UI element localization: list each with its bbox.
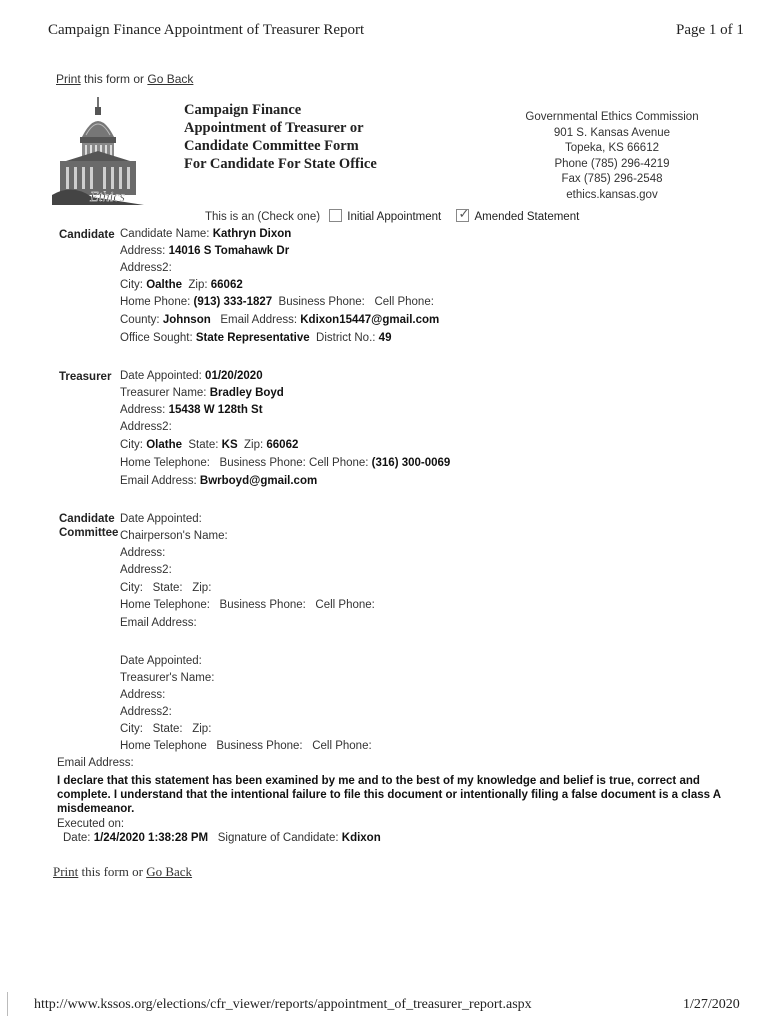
executed-on-label: Executed on:	[57, 818, 125, 830]
treasurer-email-value: Bwrboyd@gmail.com	[199, 475, 318, 487]
top-nav	[56, 72, 193, 86]
candidate-name-label: Candidate Name:	[120, 228, 213, 240]
treasurer-name-field	[120, 387, 284, 399]
signature-label: Signature of Candidate:	[208, 832, 342, 844]
nav-separator-bottom: this form or	[78, 864, 147, 879]
committee-email-field: Email Address:	[120, 617, 197, 629]
candidate-district-value: 49	[378, 332, 392, 344]
committee-address2-field: Address2:	[120, 564, 172, 576]
candidate-city-label: City:	[120, 279, 147, 291]
go-back-link-bottom[interactable]: Go Back	[146, 864, 193, 879]
candidate-county-value: Johnson	[162, 314, 211, 326]
commission-address: 901 S. Kansas Avenue	[553, 126, 671, 139]
form-title-line2: Appointment of Treasurer or	[184, 120, 364, 136]
page-number: Page 1 of 1	[676, 22, 744, 38]
candidate-district-label: District No.:	[309, 332, 379, 344]
amended-statement-label: Amended Statement	[474, 211, 580, 223]
committee-section-label	[59, 512, 118, 540]
commission-phone: Phone (785) 296-4219	[554, 157, 670, 170]
candidate-office-label: Office Sought:	[120, 332, 196, 344]
commission-fax: Fax (785) 296-2548	[561, 173, 663, 185]
candidate-name-field	[120, 228, 291, 240]
form-title-line3: Candidate Committee Form	[184, 138, 359, 154]
treasurer-date-field	[120, 370, 263, 382]
candidate-email-label: Email Address:	[210, 314, 301, 326]
treasurer-phone-field	[120, 457, 450, 469]
form-title-line4: For Candidate For State Office	[184, 156, 377, 172]
commission-city: Topeka, KS 66612	[565, 142, 659, 154]
candidate-email-value: Kdixon15447@gmail.com	[300, 314, 440, 326]
treasurer-email-label: Email Address:	[120, 475, 200, 487]
executed-date-value: 1/24/2020 1:38:28 PM	[93, 832, 209, 844]
executed-date-field	[63, 832, 381, 844]
candidate-address-value: 14016 S Tomahawk Dr	[168, 245, 290, 257]
treasurer-state-label: State:	[182, 439, 222, 451]
treasurer-city-value: Olathe	[146, 439, 182, 451]
candidate-phone-field	[120, 296, 434, 308]
appointment-type-prompt: This is an (Check one)	[205, 211, 321, 223]
commission-name: Governmental Ethics Commission	[525, 111, 699, 123]
candidate-name-value: Kathryn Dixon	[212, 228, 292, 240]
treasurer-zip-value: 66062	[266, 439, 299, 451]
page-header-title: Campaign Finance Appointment of Treasurer Report	[48, 22, 365, 38]
logo-ethics-text: Ethics	[90, 190, 125, 205]
candidate-city-value: Oalthe	[146, 279, 182, 291]
candidate-other-phones-label: Business Phone: Cell Phone:	[272, 296, 434, 308]
treasurer-email-field	[120, 475, 317, 487]
appointment-type-row	[205, 206, 580, 223]
page-footer-date: 1/27/2020	[683, 997, 740, 1012]
candidate-office-value: State Representative	[195, 332, 310, 344]
initial-appointment-checkbox[interactable]	[329, 209, 342, 222]
committee-date-field: Date Appointed:	[120, 513, 202, 525]
print-link[interactable]: Print	[56, 72, 81, 86]
treasurer-address-value: 15438 W 128th St	[168, 404, 263, 416]
candidate-address-field	[120, 245, 289, 257]
declaration-text: I declare that this statement has been examined by me and to the best of my knowledge and belief is true, correct and complete. I understand that the intentional failure to file this document or intentionally filing a false document is a class A misdemeanor.	[57, 775, 721, 815]
committee-treasurer-name-field: Treasurer's Name:	[120, 672, 215, 684]
treasurer-date-value: 01/20/2020	[205, 370, 263, 382]
candidate-home-phone-label: Home Phone:	[120, 296, 194, 308]
treasurer-cell-value: (316) 300-0069	[371, 457, 451, 469]
treasurer-address2-field: Address2:	[120, 421, 172, 433]
bottom-nav	[53, 864, 192, 880]
committee-treasurer-address-field: Address:	[120, 689, 166, 701]
checkmark-icon: ✓	[458, 206, 470, 221]
committee-treasurer-phones-field: Home Telephone Business Phone: Cell Phone:	[120, 740, 372, 752]
committee-treasurer-city-field: City: State: Zip:	[120, 723, 212, 735]
candidate-home-phone-value: (913) 333-1827	[193, 296, 273, 308]
commission-contact	[517, 110, 707, 203]
treasurer-name-value: Bradley Boyd	[209, 387, 284, 399]
candidate-section-label: Candidate	[59, 229, 115, 241]
treasurer-zip-label: Zip:	[237, 439, 267, 451]
treasurer-section-label: Treasurer	[59, 371, 112, 383]
committee-treasurer-email-field: Email Address:	[57, 757, 134, 769]
treasurer-address-field	[120, 404, 263, 416]
print-link-bottom[interactable]: Print	[53, 864, 79, 879]
executed-date-label: Date:	[63, 832, 94, 844]
committee-city-field: City: State: Zip:	[120, 582, 212, 594]
committee-phones-field: Home Telephone: Business Phone: Cell Phone:	[120, 599, 375, 611]
nav-separator: this form or	[80, 72, 148, 86]
scan-margin-mark	[7, 992, 8, 1016]
candidate-county-field	[120, 314, 439, 326]
committee-address-field: Address:	[120, 547, 166, 559]
candidate-county-label: County:	[120, 314, 163, 326]
initial-appointment-label: Initial Appointment	[347, 211, 442, 223]
treasurer-state-value: KS	[221, 439, 238, 451]
candidate-address-label: Address:	[120, 245, 169, 257]
candidate-city-field	[120, 279, 243, 291]
candidate-address2-field: Address2:	[120, 262, 172, 274]
candidate-zip-label: Zip:	[182, 279, 211, 291]
treasurer-address-label: Address:	[120, 404, 169, 416]
committee-chair-field: Chairperson's Name:	[120, 530, 228, 542]
candidate-zip-value: 66062	[210, 279, 243, 291]
committee-section-line2: Committee	[59, 527, 119, 539]
committee-treasurer-date-field: Date Appointed:	[120, 655, 202, 667]
commission-web: ethics.kansas.gov	[566, 188, 658, 201]
committee-section-line1: Candidate	[59, 513, 115, 525]
amended-statement-checkbox[interactable]	[456, 206, 470, 222]
page-footer-url: http://www.kssos.org/elections/cfr_viewer/reports/appointment_of_treasurer_report.aspx	[34, 997, 532, 1012]
treasurer-date-label: Date Appointed:	[120, 370, 206, 382]
treasurer-city-label: City:	[120, 439, 147, 451]
form-title	[184, 101, 424, 173]
treasurer-city-field	[120, 439, 298, 451]
capitol-logo-icon	[52, 95, 144, 205]
treasurer-name-label: Treasurer Name:	[120, 387, 210, 399]
form-title-line1: Campaign Finance	[184, 102, 302, 118]
treasurer-phones-label: Home Telephone: Business Phone: Cell Phone:	[120, 457, 372, 469]
go-back-link[interactable]: Go Back	[147, 72, 194, 86]
signature-value: Kdixon	[341, 832, 381, 844]
candidate-office-field	[120, 332, 391, 344]
committee-treasurer-address2-field: Address2:	[120, 706, 172, 718]
